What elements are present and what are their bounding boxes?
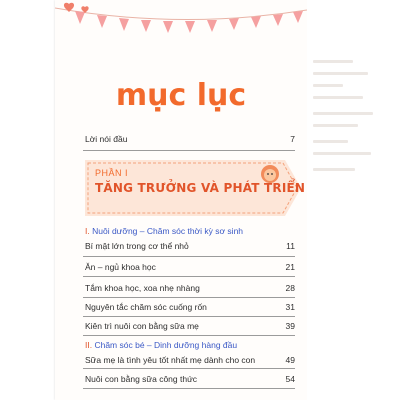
divider <box>83 256 295 257</box>
toc-entry-preface[interactable] <box>85 134 295 146</box>
toc-entry-page: 11 <box>286 241 295 251</box>
toc-entry-label: Lời nói đầu <box>85 134 128 144</box>
toc-entry-page: 54 <box>285 374 295 384</box>
toc-entry[interactable] <box>85 374 295 386</box>
toc-entry-page: 21 <box>285 262 295 272</box>
ghost-text-line <box>313 152 371 155</box>
toc-title: mục lục <box>115 78 247 113</box>
toc-entry-label: Ăn – ngủ khoa học <box>85 262 156 272</box>
toc-entry-label: Tắm khoa học, xoa nhẹ nhàng <box>85 283 200 293</box>
section-heading-1 <box>85 226 243 236</box>
toc-entry[interactable] <box>85 283 295 295</box>
book-page <box>55 0 307 400</box>
facing-page-bleed <box>307 0 400 400</box>
ghost-text-line <box>313 96 363 99</box>
toc-entry[interactable] <box>85 262 295 274</box>
section-heading-2 <box>85 340 237 350</box>
section-number: II. <box>85 340 93 350</box>
toc-entry[interactable] <box>85 241 295 253</box>
divider <box>83 335 295 336</box>
toc-entry-page: 31 <box>285 302 295 312</box>
part-heading <box>95 168 305 195</box>
part-title: TĂNG TRƯỞNG VÀ PHÁT TRIỂN <box>95 181 306 195</box>
toc-entry-page: 49 <box>285 355 295 365</box>
toc-entry[interactable] <box>85 321 295 333</box>
ghost-text-line <box>313 60 353 63</box>
divider <box>83 276 295 277</box>
section-number: I. <box>85 226 90 236</box>
ghost-text-line <box>313 72 368 75</box>
divider <box>83 388 295 389</box>
ghost-text-line <box>313 112 373 115</box>
toc-entry-label: Nuôi con bằng sữa công thức <box>85 374 198 384</box>
part-label: PHẦN I <box>95 168 129 178</box>
ghost-text-line <box>313 84 343 87</box>
toc-entry-page: 28 <box>285 283 295 293</box>
divider <box>83 297 295 298</box>
toc-entry[interactable] <box>85 302 295 314</box>
divider <box>83 150 295 151</box>
divider <box>83 368 295 369</box>
section-title: Nuôi dưỡng – Chăm sóc thời kỳ sơ sinh <box>92 226 244 236</box>
toc-entry-page: 39 <box>285 321 295 331</box>
ghost-text-line <box>313 124 358 127</box>
toc-entry-label: Nguyên tắc chăm sóc cuống rốn <box>85 302 207 312</box>
section-title: Chăm sóc bé – Dinh dưỡng hàng đầu <box>94 340 238 350</box>
toc-entry-page: 7 <box>290 134 295 144</box>
toc-entry-label: Bí mật lớn trong cơ thể nhỏ <box>85 241 189 251</box>
toc-entry-label: Sữa mẹ là tình yêu tốt nhất mẹ dành cho con <box>85 355 256 365</box>
toc-entry-label: Kiên trì nuôi con bằng sữa mẹ <box>85 321 199 331</box>
bunting-decoration <box>55 0 307 46</box>
divider <box>83 316 295 317</box>
ghost-text-line <box>313 168 355 171</box>
ghost-text-line <box>313 140 348 143</box>
toc-entry[interactable] <box>85 355 295 367</box>
